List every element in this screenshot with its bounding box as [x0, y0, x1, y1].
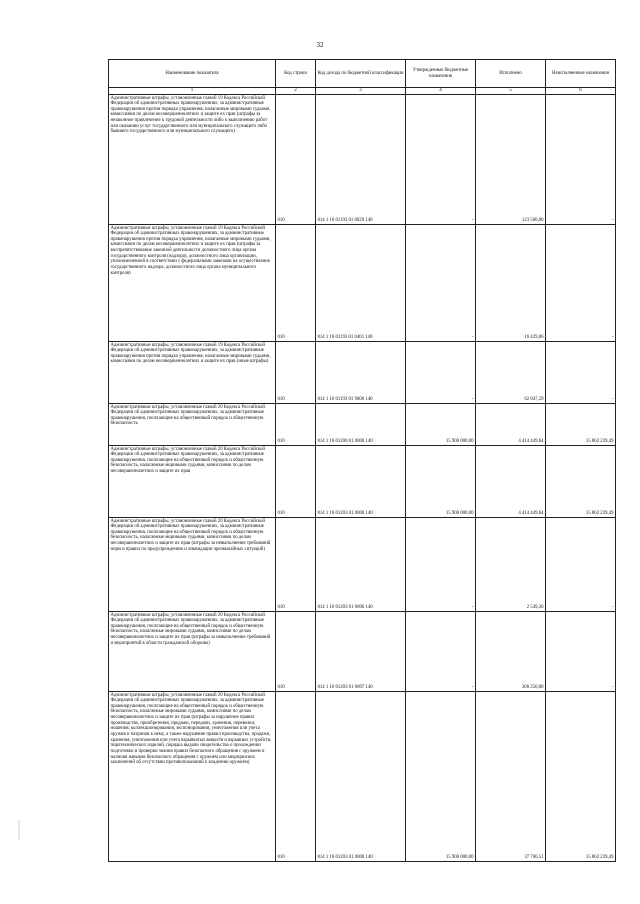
row-code-cell: 010 [276, 225, 316, 342]
scan-edge-mark [18, 820, 20, 840]
executed-amount-cell: 306 250,00 [476, 612, 546, 692]
table-row [109, 225, 616, 342]
header-executed: Исполнено [476, 60, 546, 88]
indicator-name-cell: Административные штрафы, установленные главой 19 Кодекса Российской Федерации об административных правонарушениях, за административные правонарушения против порядка управления, налагаемые мировыми судьями, комиссиями по делам несовершеннолетних и защите их прав (штрафы за незаконное привлечение к трудовой деятельности либо к выполнению работ или оказанию услуг государственного или муниципального служащего либо бывшего государственного или муниципального служащего) [109, 95, 276, 225]
header-unexecuted: Неисполненные назначения [546, 60, 616, 88]
executed-amount-cell: 2 549,26 [476, 518, 546, 612]
unexecuted-amount-cell: - [546, 95, 616, 225]
income-code-cell: 814 1 16 01203 01 0008 140 [316, 692, 406, 862]
indicator-name-cell: Административные штрафы, установленные главой 20 Кодекса Российской Федерации об административных правонарушениях, за административные правонарушения, посягающие на общественный порядок и общественную безопасность, налагаемые мировыми судьями, комиссиями по делам несовершеннолетних и защите их прав (штрафы за невыполнение требований норм и правил по предупреждению и ликвидации чрезвычайных ситуаций) [109, 518, 276, 612]
row-code-cell: 010 [276, 342, 316, 404]
approved-amount-cell: - [406, 95, 476, 225]
budget-execution-table [108, 59, 616, 862]
table-row [109, 518, 616, 612]
income-code-cell: 814 1 16 01193 01 9000 140 [316, 342, 406, 404]
table-row [109, 342, 616, 404]
table-row [109, 692, 616, 862]
indicator-name-cell: Административные штрафы, установленные главой 19 Кодекса Российской Федерации об административных правонарушениях, за административные правонарушения против порядка управления, налагаемые мировыми судьями, комиссиями по делам несовершеннолетних и защите их прав (иные штрафы) [109, 342, 276, 404]
executed-amount-cell: 37 760,51 [476, 692, 546, 862]
income-code-cell: 814 1 16 01193 01 0029 140 [316, 95, 406, 225]
income-code-cell: 814 1 16 01193 01 0401 140 [316, 225, 406, 342]
table-header-row [109, 60, 616, 88]
executed-amount-cell: 62 047,29 [476, 342, 546, 404]
header-income-code: Код дохода по бюджетной классификации [316, 60, 406, 88]
income-code-cell: 814 1 16 01203 01 0006 140 [316, 518, 406, 612]
executed-amount-cell: 16 429,06 [476, 225, 546, 342]
approved-amount-cell: - [406, 518, 476, 612]
row-code-cell: 010 [276, 692, 316, 862]
table-row [109, 404, 616, 446]
indicator-name-cell: Административные штрафы, установленные главой 20 Кодекса Российской Федерации об административных правонарушениях, за административные правонарушения, посягающие на общественный порядок и общественную безопасность, налагаемые мировыми судьями, комиссиями по делам несовершеннолетних и защите их прав (штрафы за невыполнение требований и мероприятий в области гражданской обороны) [109, 612, 276, 692]
income-code-cell: 814 1 16 01200 01 0000 140 [316, 404, 406, 446]
header-approved: Утвержденные бюджетные назначения [406, 60, 476, 88]
header-indicator-name: Наименование показателя [109, 60, 276, 88]
executed-amount-cell: 4 414 449,64 [476, 404, 546, 446]
approved-amount-cell: 15 900 000,00 [406, 692, 476, 862]
income-code-cell: 814 1 16 01203 01 0007 140 [316, 612, 406, 692]
page-number: 32 [316, 41, 324, 49]
row-code-cell: 010 [276, 518, 316, 612]
column-number: 4 [406, 88, 476, 95]
indicator-name-cell: Административные штрафы, установленные главой 19 Кодекса Российской Федерации об административных правонарушениях, за административные правонарушения против порядка управления, налагаемые мировыми судьями, комиссиями по делам несовершеннолетних и защите их прав (штрафы за воспрепятствование законной деятельности должностного лица органа государственного контроля (надзора), должностного лица организации, уполномоченной в соответствии с федеральными законами на осуществление государственного надзора, должностного лица органа муниципального контроля) [109, 225, 276, 342]
row-code-cell: 010 [276, 404, 316, 446]
header-row-code: Код строки [276, 60, 316, 88]
approved-amount-cell: - [406, 342, 476, 404]
table-row [109, 446, 616, 518]
income-code-cell: 814 1 16 01203 01 0000 140 [316, 446, 406, 518]
unexecuted-amount-cell: - [546, 342, 616, 404]
executed-amount-cell: 123 500,00 [476, 95, 546, 225]
row-code-cell: 010 [276, 612, 316, 692]
column-number: 6 [546, 88, 616, 95]
unexecuted-amount-cell: - [546, 518, 616, 612]
row-code-cell: 010 [276, 95, 316, 225]
unexecuted-amount-cell: - [546, 225, 616, 342]
approved-amount-cell: - [406, 612, 476, 692]
unexecuted-amount-cell: - [546, 612, 616, 692]
column-number: 3 [316, 88, 406, 95]
indicator-name-cell: Административные штрафы, установленные главой 20 Кодекса Российской Федерации об административных правонарушениях, за административные правонарушения, посягающие на общественный порядок и общественную безопасность, налагаемые мировыми судьями, комиссиями по делам несовершеннолетних и защите их прав [109, 446, 276, 518]
unexecuted-amount-cell: 15 862 239,49 [546, 692, 616, 862]
row-code-cell: 010 [276, 446, 316, 518]
approved-amount-cell: 15 900 000,00 [406, 446, 476, 518]
approved-amount-cell: 15 900 000,00 [406, 404, 476, 446]
table-row [109, 95, 616, 225]
column-number: 1 [109, 88, 276, 95]
unexecuted-amount-cell: 15 862 239,49 [546, 446, 616, 518]
table-row [109, 612, 616, 692]
approved-amount-cell: - [406, 225, 476, 342]
unexecuted-amount-cell: 15 862 239,49 [546, 404, 616, 446]
column-numbers-row [109, 88, 616, 95]
column-number: 2 [276, 88, 316, 95]
indicator-name-cell: Административные штрафы, установленные главой 20 Кодекса Российской Федерации об административных правонарушениях, за административные правонарушения, посягающие на общественный порядок и общественную безопасность, налагаемые мировыми судьями, комиссиями по делам несовершеннолетних и защите их прав (штрафы за нарушение правил производства, приобретения, продажи, передачи, хранения, перевозки, ношения, коллекционирования, экспонирования, уничтожения или учета оружия и патронов к нему, а также нарушение правил производства, продажи, хранения, уничтожения или учета взрывчатых веществ и взрывных устройств, пиротехнических изделий, порядка выдачи свидетельства о прохождении подготовки и проверки знания правил безопасного обращения с оружием и наличия навыков безопасного обращения с оружием или медицинских заключений об отсутствии противопоказаний к владению оружием) [109, 692, 276, 862]
column-number: 5 [476, 88, 546, 95]
indicator-name-cell: Административные штрафы, установленные главой 20 Кодекса Российской Федерации об административных правонарушениях, за административные правонарушения, посягающие на общественный порядок и общественную безопасность [109, 404, 276, 446]
executed-amount-cell: 4 414 449,64 [476, 446, 546, 518]
